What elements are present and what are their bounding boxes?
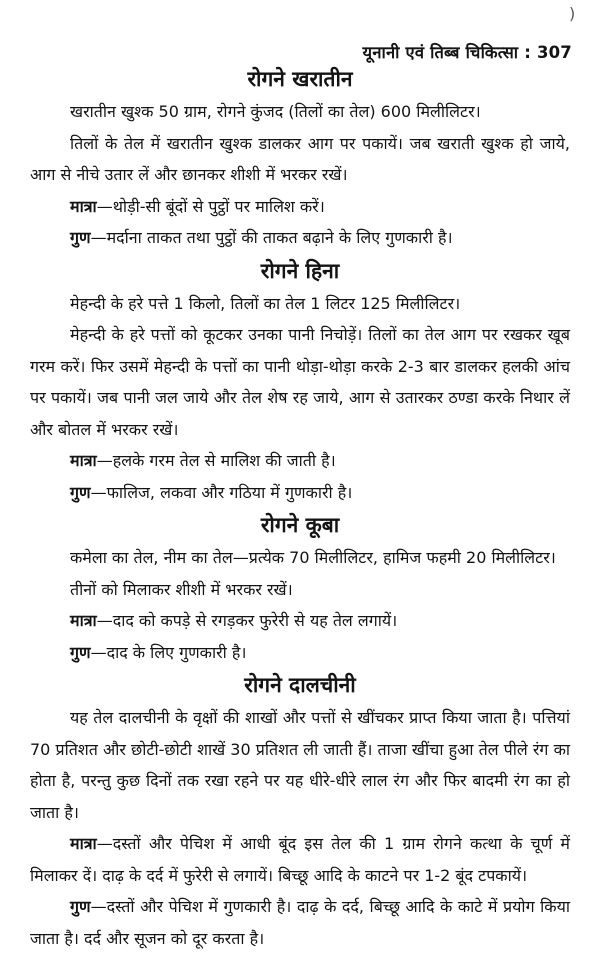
ingredients-text: मेहन्दी के हरे पत्ते 1 किलो, तिलों का तेल 1 लिटर 125 मिलीलिटर।	[70, 293, 461, 313]
dose-text: —दाद को कपड़े से रगड़कर फुरेरी से यह तेल लगायें।	[96, 611, 398, 630]
recipe-heading-hina: रोगने हिना	[260, 258, 340, 283]
dose-label: मात्रा	[70, 834, 97, 853]
dose-text: —दस्तों और पेचिश में आधी बूंद इस तेल की 1 ग्राम रोगने कत्था के चूर्ण में मिलाकर दें। दाढ़ के दर्द में फुरेरी से लगायें। बिच्छू आदि के काटने पर 1-2 बूंद टपकायें।	[30, 834, 570, 885]
page-content	[30, 62, 570, 954]
edge-mark: )	[569, 4, 576, 23]
dose-paragraph	[30, 191, 570, 223]
benefit-text: —मर्दाना ताकत तथा पुट्ठों की ताकत बढ़ाने के लिए गुणकारी है।	[90, 228, 453, 247]
ingredients-text: यह तेल दालचीनी के वृक्षों की शाखों और पत्तों से खींचकर प्राप्त किया जाता है। पत्तियां 70 प्रतिशत और छोटी-छोटी शाखें 30 प्रतिशत ली जाती हैं। ताजा खींचा हुआ तेल पीले रंग का होता है, परन्तु कुछ दिनों तक रखा रहने पर यह धीरे-धीरे लाल रंग और फिर बादमी रंग का हो जाता है।	[30, 708, 570, 822]
recipe-heading-khaŕatin: रोगने खरातीन	[247, 67, 353, 91]
dose-label: मात्रा	[70, 611, 97, 630]
benefit-label: गुण	[70, 897, 91, 916]
benefit-paragraph	[30, 222, 570, 254]
ingredients-text: खरातीन खुश्क 50 ग्राम, रोगने कुंजद (तिलों का तेल) 600 मिलीलिटर।	[70, 102, 481, 121]
dose-label: मात्रा	[70, 451, 97, 470]
benefit-text: —दस्तों और पेचिश में गुणकारी है। दाढ़ के दर्द, बिच्छू आदि के काटे में प्रयोग किया जाता है। दर्द और सूजन को दूर करता है।	[30, 897, 570, 948]
dose-paragraph	[30, 445, 570, 477]
benefit-label: गुण	[70, 642, 91, 662]
benefit-label: गुण	[70, 482, 91, 502]
dose-text: —थोड़ी-सी बूंदों से पुट्ठों पर मालिश करें।	[96, 196, 325, 216]
benefit-paragraph	[30, 637, 570, 669]
dose-paragraph	[30, 828, 570, 891]
method-text: मेहन्दी के हरे पत्तों को कूटकर उनका पानी निचोड़ें। तिलों का तेल आग पर रखकर खूब गरम करें। फिर उसमें मेहन्दी के पत्तों का पानी थोड़ा-थोड़ा करके 2-3 बार डालकर हलकी आंच पर पकायें। जब पानी जल जाये और तेल शेष रह जाये, आग से उतारकर ठण्डा करके निथार लें और बोतल में भरकर रखें।	[30, 325, 570, 439]
dose-text: —हलके गरम तेल से मालिश की जाती है।	[96, 451, 336, 470]
recipe-heading-dalchini: रोगने दालचीनी	[244, 673, 356, 697]
benefit-paragraph	[30, 891, 570, 954]
running-head: यूनानी एवं तिब्ब चिकित्सा : 307	[362, 43, 572, 62]
ingredients-text: कमेला का तेल, नीम का तेल—प्रत्येक 70 मिलीलिटर, हामिज फहमी 20 मिलीलिटर।	[70, 548, 556, 567]
dose-paragraph	[30, 605, 570, 637]
benefit-paragraph	[30, 477, 570, 509]
dose-label: मात्रा	[70, 196, 97, 216]
benefit-text: —फालिज, लकवा और गठिया में गुणकारी है।	[90, 482, 353, 502]
recipe-heading-kooba: रोगने कूबा	[260, 513, 340, 537]
benefit-text: —दाद के लिए गुणकारी है।	[90, 642, 247, 662]
benefit-label: गुण	[70, 228, 91, 247]
method-text: तिलों के तेल में खरातीन खुश्क डालकर आग पर पकायें। जब खराती खुश्क हो जाये, आग से नीचे उतार लें और छानकर शीशी में भरकर रखें।	[30, 133, 570, 184]
method-text: तीनों को मिलाकर शीशी में भरकर रखें।	[70, 579, 293, 599]
